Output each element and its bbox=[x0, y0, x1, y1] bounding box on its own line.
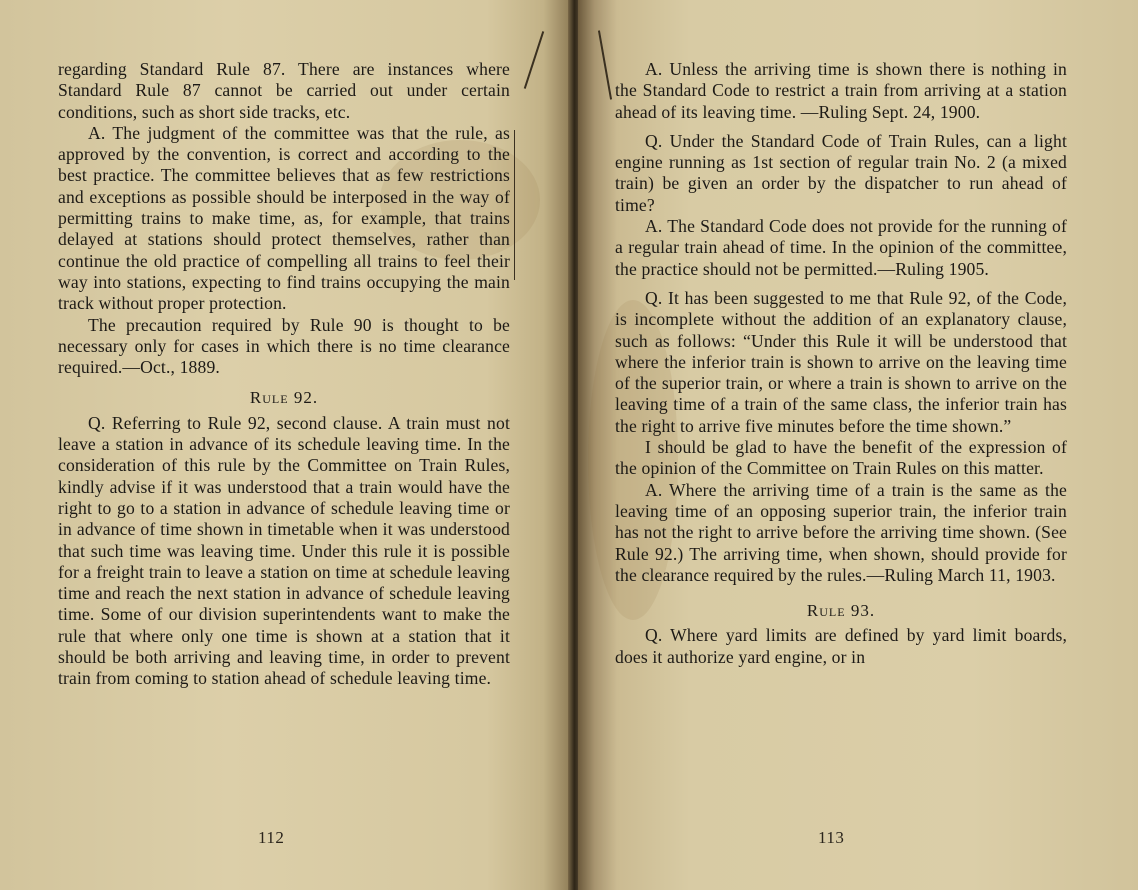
paragraph: A. The Standard Code does not provide for the running of a regular train ahead of time. In the opinion of the committee, the practice should not be permitted.—Ruling 1905. bbox=[615, 216, 1067, 279]
paragraph: I should be glad to have the benefit of the expression of the opinion of the Committee on Train Rules on this matter. bbox=[615, 437, 1067, 479]
page-crease bbox=[598, 30, 612, 99]
right-page bbox=[578, 0, 1138, 890]
page-crease bbox=[524, 31, 544, 89]
page-crease bbox=[514, 130, 515, 280]
paragraph: A. The judgment of the committee was that the rule, as approved by the convention, is correct and according to the best practice. The committee believes that as few restrictions and exceptions as possible should be interposed in the way of permitting trains to make time, as, for example, that trains delayed at stations should protect themselves, rather than continue the old practice of compelling all trains to feel their way into stations, expecting to find trains occupying the main track without proper protection. bbox=[58, 122, 510, 314]
paragraph: Q. It has been suggested to me that Rule 92, of the Code, is incomplete without the addition of an explanatory clause, such as follows: “Under this Rule it will be understood that where the inferior train is shown to arrive on the leaving time of the superior train, or where a train is shown to arrive on the leaving time of a train of the same class, the inferior train has the right to arrive five minutes before the time shown.” bbox=[615, 287, 1067, 436]
rule-heading: Rule 92. bbox=[249, 388, 319, 408]
paragraph: Q. Under the Standard Code of Train Rules, can a light engine running as 1st section of regular train No. 2 (a mixed train) be given an order by the dispatcher to run ahead of time? bbox=[615, 130, 1067, 215]
paragraph: regarding Standard Rule 87. There are instances where Standard Rule 87 cannot be carried out under certain conditions, such as short side tracks, etc. bbox=[58, 59, 510, 122]
right-page-text bbox=[615, 59, 1067, 668]
paragraph: Q. Referring to Rule 92, second clause. A train must not leave a station in advance of its schedule leaving time. In the consideration of this rule by the Committee on Train Rules, kindly advise if it was understood that a train would have the right to go to a station in advance of schedule leaving time or in advance of time shown in timetable when it was understood that such time was leaving time. Under this rule it is possible for a freight train to leave a station on time at schedule leaving time and reach the next station in advance of schedule leaving time. Some of our division superintendents want to make the rule that where only one time is shown at a station that it should be both arriving and leaving time, in order to prevent train from coming to station ahead of schedule leaving time. bbox=[58, 412, 510, 689]
paragraph: A. Unless the arriving time is shown there is nothing in the Standard Code to restrict a train from arriving at a station ahead of its leaving time. —Ruling Sept. 24, 1900. bbox=[615, 59, 1067, 122]
rule-heading: Rule 93. bbox=[806, 601, 876, 621]
paragraph: A. Where the arriving time of a train is the same as the leaving time of an opposing superior train, the inferior train has not the right to arrive before the arriving time shown. (See Rule 92.) The arriving time, when shown, should provide for the clearance required by the rules.—Ruling March 11, 1903. bbox=[615, 479, 1067, 585]
paragraph: Q. Where yard limits are defined by yard limit boards, does it authorize yard engine, or in bbox=[615, 625, 1067, 667]
paragraph: The precaution required by Rule 90 is thought to be necessary only for cases in which there is no time clearance required.—Oct., 1889. bbox=[58, 314, 510, 378]
left-page-text bbox=[58, 59, 510, 690]
page-number: 113 bbox=[818, 828, 845, 847]
page-number: 112 bbox=[258, 828, 285, 847]
